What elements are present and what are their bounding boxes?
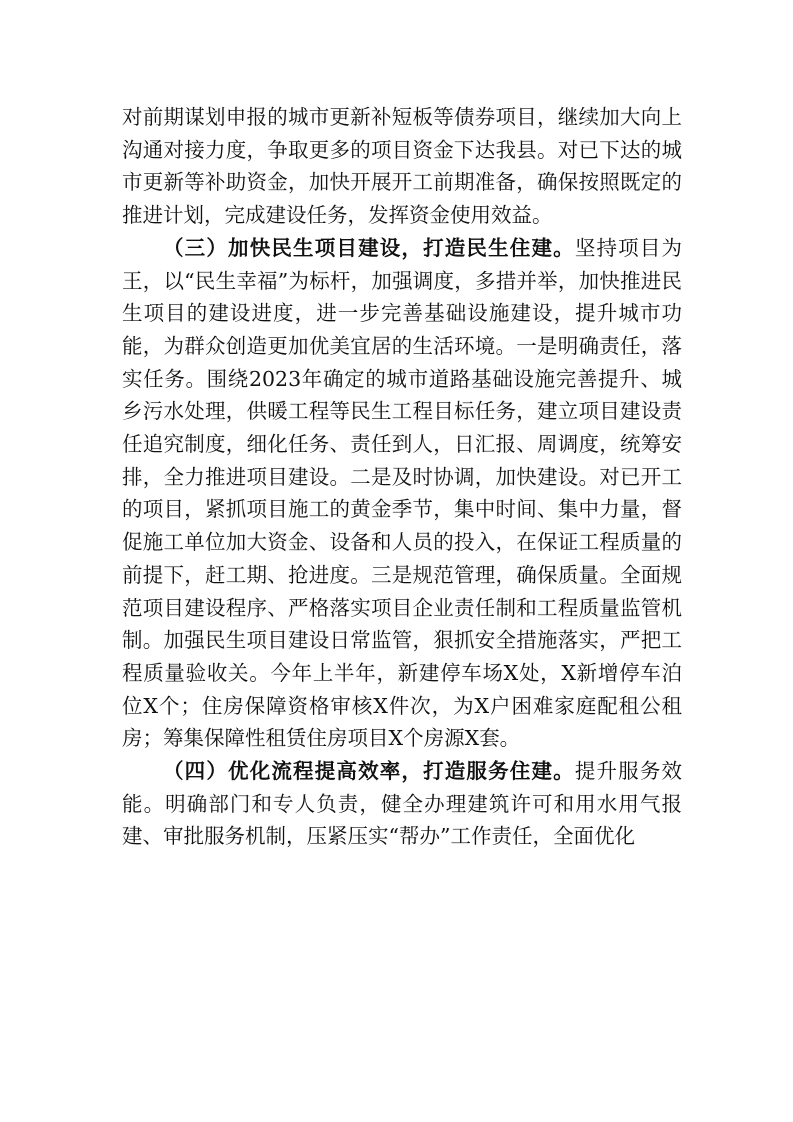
paragraph-text: 提升服务效能。明确部门和专人负责，健全办理建筑许可和用水用气报建、审批服务机制，压紧压实“帮办”工作责任，全面优化 [122, 759, 683, 849]
paragraph-section-4 [122, 755, 682, 853]
section-heading-3: （三）加快民生项目建设，打造民生住建。 [163, 235, 575, 260]
section-heading-4: （四）优化流程提高效率，打造服务住建。 [163, 759, 575, 784]
document-body [122, 101, 682, 853]
paragraph-continuation [122, 101, 682, 232]
paragraph-text: 对前期谋划申报的城市更新补短板等债券项目，继续加大向上沟通对接力度，争取更多的项目资金下达我县。对已下达的城市更新等补助资金，加快开展开工前期准备，确保按照既定的推进计划，完成建设任务，发挥资金使用效益。 [122, 105, 682, 228]
paragraph-text: 坚持项目为王，以“民生幸福”为标杆，加强调度，多措并举，加快推进民生项目的建设进度，进一步完善基础设施建设，提升城市功能，为群众创造更加优美宜居的生活环境。一是明确责任，落实任务。围绕2023年确定的城市道路基础设施完善提升、城乡污水处理，供暖工程等民生工程目标任务，建立项目建设责任追究制度，细化任务、责任到人，日汇报、周调度，统筹安排，全力推进项目建设。二是及时协调，加快建设。对已开工的项目，紧抓项目施工的黄金季节，集中时间、集中力量，督促施工单位加大资金、设备和人员的投入，在保证工程质量的前提下，赶工期、抢进度。三是规范管理，确保质量。全面规范项目建设程序、严格落实项目企业责任制和工程质量监管机制。加强民生项目建设日常监管，狠抓安全措施落实，严把工程质量验收关。今年上半年，新建停车场X处，X新增停车泊位X个；住房保障资格审核X件次，为X户困难家庭配租公租房；筹集保障性租赁住房项目X个房源X套。 [122, 235, 683, 751]
paragraph-section-3 [122, 232, 682, 755]
